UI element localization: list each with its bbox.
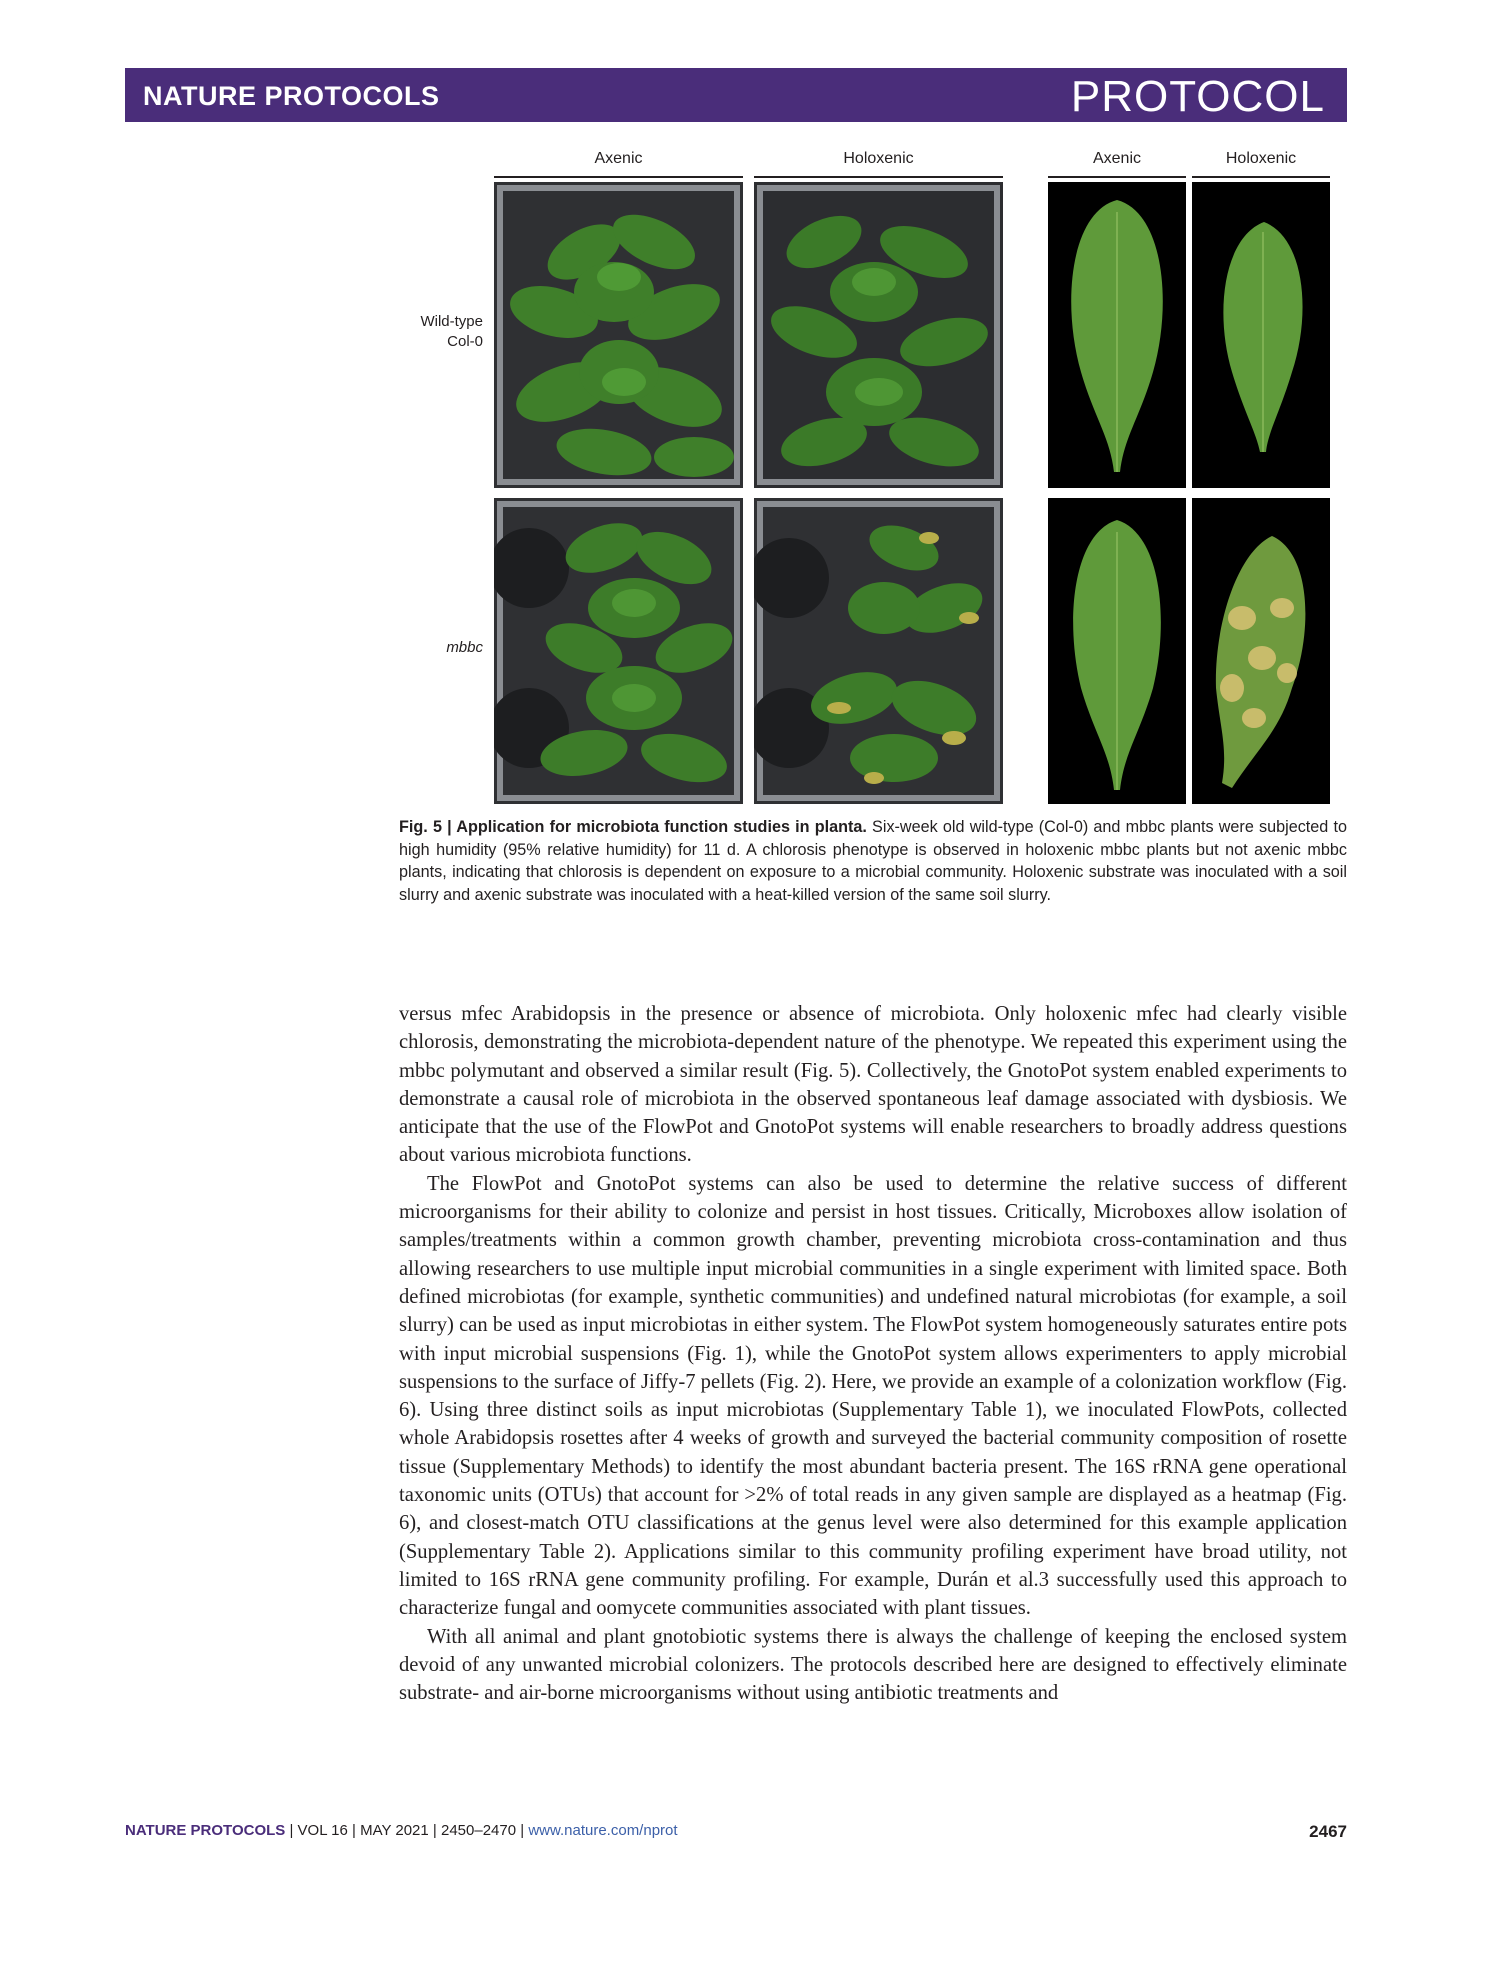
photo-wt-axenic <box>494 182 743 488</box>
page-number: 2467 <box>1309 1822 1347 1841</box>
page-footer: NATURE PROTOCOLS | VOL 16 | MAY 2021 | 2450–2470 | www.nature.com/nprot 2467 <box>125 1822 1347 1841</box>
figure-5 <box>0 0 1489 904</box>
leaf-mbbc-axenic <box>1048 498 1186 804</box>
paragraph-3: With all animal and plant gnotobiotic systems there is always the challenge of keeping the enclosed system devoid of any unwanted microbial colonizers. The protocols described here are designed to effectively eliminate substrate- and air-borne microorganisms without using antibiotic treatments and <box>399 1625 1347 1705</box>
leaf-wt-holoxenic <box>1192 182 1330 488</box>
col-header-holoxenic: Holoxenic <box>754 150 1003 178</box>
body-text <box>399 1000 1347 1707</box>
footer-date: MAY 2021 <box>360 1822 429 1839</box>
photo-mbbc-holoxenic <box>754 498 1003 804</box>
row-label-mbbc: mbbc <box>446 639 483 656</box>
leaf-mbbc-holoxenic <box>1192 498 1330 804</box>
article-type: PROTOCOL <box>1070 72 1325 121</box>
col-header-axenic: Axenic <box>494 150 743 178</box>
caption-text: Six-week old wild-type (Col-0) and mbbc plants were subjected to high humidity (95% relative humidity) for 11 d. A chlorosis phenotype is observed in holoxenic mbbc plants but not axenic mbbc plants, indicating that chlorosis is dependent on exposure to a microbial community. Holoxenic substrate was inoculated with a soil slurry and axenic substrate was inoculated with a heat-killed version of the same soil slurry. <box>399 818 1347 904</box>
col-header-leaf-axenic: Axenic <box>1048 150 1186 178</box>
paragraph-1: versus mfec Arabidopsis in the presence or absence of microbiota. Only holoxenic mfec had clearly visible chlorosis, demonstrating the microbiota-dependent nature of the phenotype. We repeated this experiment using the mbbc polymutant and observed a similar result (Fig. 5). Collectively, the GnotoPot system enabled experiments to demonstrate a causal role of microbiota in the observed spontaneous leaf damage associated with dysbiosis. We anticipate that the use of the FlowPot and GnotoPot systems will enable researchers to broadly address questions about various microbiota functions. <box>399 1003 1347 1167</box>
journal-title: NATURE PROTOCOLS <box>143 81 440 111</box>
caption-lead: Fig. 5 | Application for microbiota function studies in planta. <box>399 818 867 836</box>
col-header-leaf-holoxenic: Holoxenic <box>1192 150 1330 178</box>
row-label-wild-type: Wild-type Col-0 <box>420 313 483 350</box>
leaf-wt-axenic <box>1048 182 1186 488</box>
photo-wt-holoxenic <box>754 182 1003 488</box>
photo-mbbc-axenic <box>494 498 743 804</box>
footer-url-link[interactable]: www.nature.com/nprot <box>528 1822 678 1839</box>
footer-journal: NATURE PROTOCOLS <box>125 1822 286 1839</box>
footer-pages: 2450–2470 <box>440 1822 517 1839</box>
figure-caption <box>399 816 1347 906</box>
footer-volume: VOL 16 <box>297 1822 348 1839</box>
paragraph-2: The FlowPot and GnotoPot systems can also be used to determine the relative success of different microorganisms for their ability to colonize and persist in host tissues. Critically, Microboxes allow isolation of samples/treatments within a common growth chamber, preventing microbiota cross-contamination and thus allowing researchers to use multiple input microbial communities in a single experiment with limited space. Both defined microbiotas (for example, synthetic communities) and undefined natural microbiotas (for example, a soil slurry) can be used as input microbiotas in either system. The FlowPot system homogeneously saturates entire pots with input microbial suspensions (Fig. 1), while the GnotoPot system allows experimenters to apply microbial suspensions to the surface of Jiffy-7 pellets (Fig. 2). Here, we provide an example of a colonization workflow (Fig. 6). Using three distinct soils as input microbiotas (Supplementary Table 1), we inoculated FlowPots, collected whole Arabidopsis rosettes after 4 weeks of growth and surveyed the bacterial community composition of rosette tissue (Supplementary Methods) to identify the most abundant bacteria present. The 16S rRNA gene operational taxonomic units (OTUs) that account for >2% of total reads in any given sample are displayed as a heatmap (Fig. 6), and closest-match OTU classifications at the genus level were also determined for this example application (Supplementary Table 2). Applications similar to this community profiling experiment have broad utility, not limited to 16S rRNA gene community profiling. For example, Durán et al.3 successfully used this approach to characterize fungal and oomycete communities associated with plant tissues. <box>399 1172 1347 1620</box>
